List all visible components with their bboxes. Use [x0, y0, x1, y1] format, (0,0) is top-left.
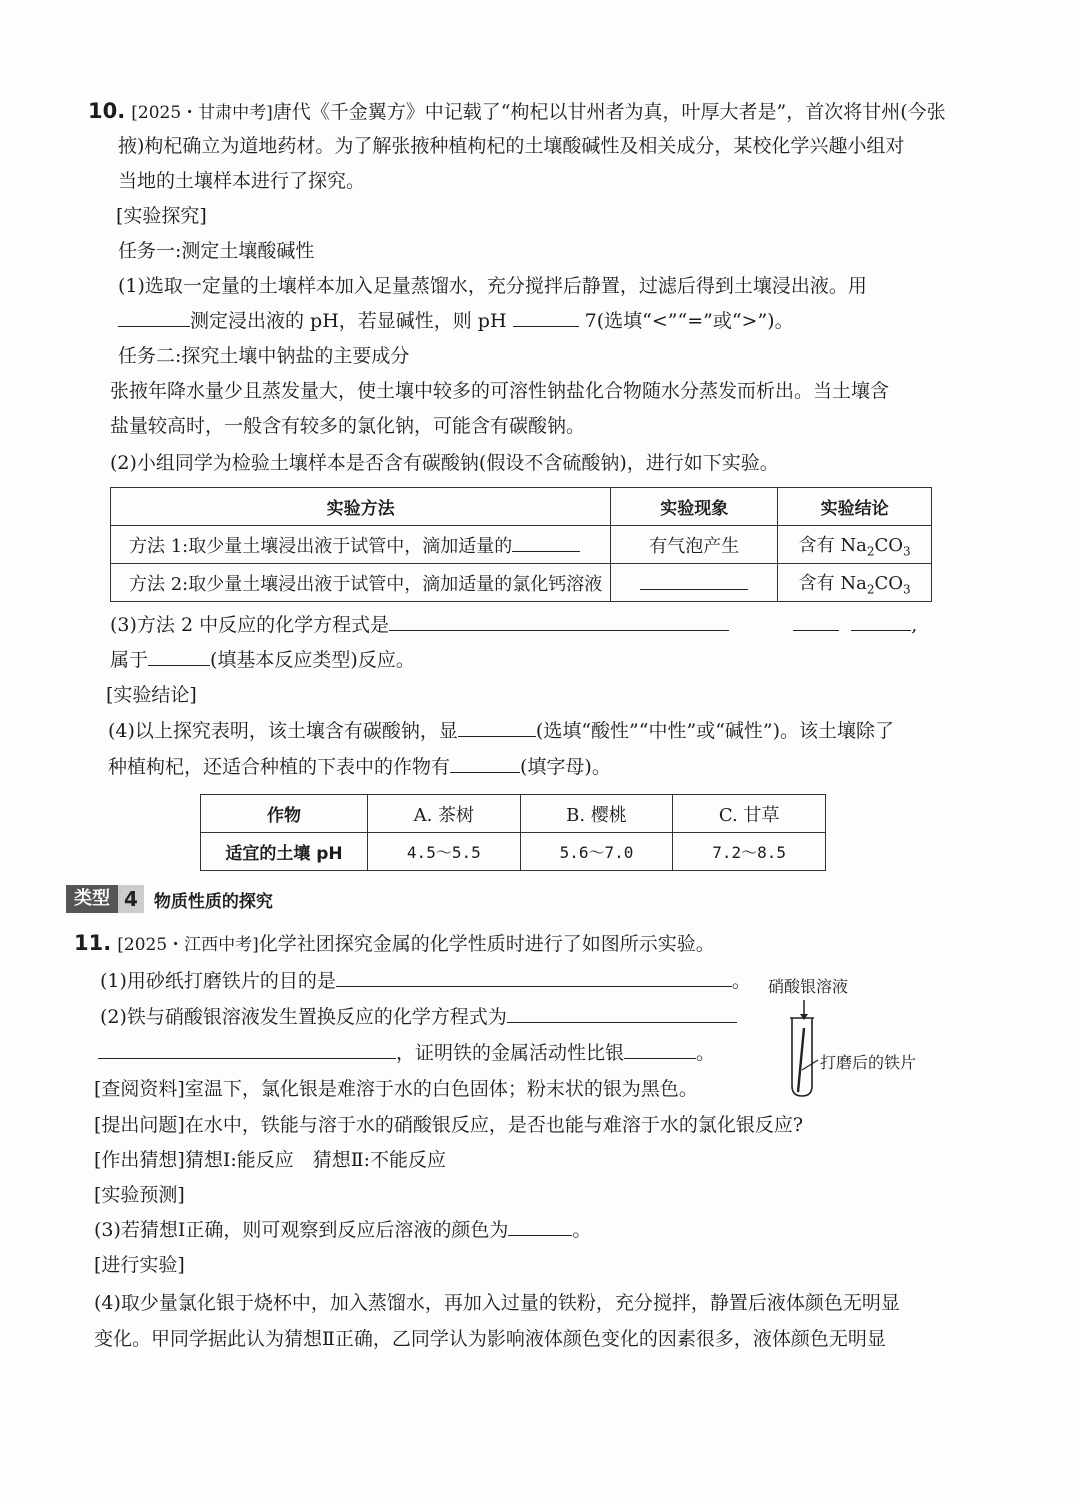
question-11-line-1: 11. [2025・江西中考]化学社团探究金属的化学性质时进行了如图所示实验。: [74, 931, 715, 955]
table-cell: [611, 564, 778, 602]
paragraph: 盐量较高时，一般含有较多的氯化钠，可能含有碳酸钠。: [110, 415, 586, 437]
table-header: 作物: [201, 795, 368, 833]
question-number: 10.: [88, 99, 126, 123]
question-10-line-1: 10. [2025・甘肃中考]唐代《千金翼方》中记载了“枸杞以甘州者为真，叶厚大者是”，首次将甘州(今张: [88, 99, 946, 123]
figure-label: 硝酸银溶液: [768, 977, 849, 996]
question-source: [2025・甘肃中考]: [131, 103, 273, 123]
answer-blank[interactable]: [640, 571, 748, 590]
test-tube-figure: [760, 966, 950, 1106]
table-cell: 4.5～5.5: [368, 833, 521, 871]
part-4-text-2: 种植枸杞，还适合种植的下表中的作物有 (填字母)。: [108, 756, 611, 778]
part-4-text-2: 变化。甲同学据此认为猜想Ⅱ正确，乙同学认为影响液体颜色变化的因素很多，液体颜色无明显: [94, 1328, 886, 1350]
type-heading: [66, 885, 273, 913]
hypothesis-text: [作出猜想]猜想Ⅰ:能反应 猜想Ⅱ:不能反应: [94, 1149, 447, 1171]
experiment-table: [110, 487, 932, 602]
question-10-line-3: 当地的土壤样本进行了探究。: [118, 170, 366, 192]
part-1-text-2: 测定浸出液的 pH，若显碱性，则 pH 7(选填“<”“=”或“>”)。: [118, 308, 794, 334]
answer-blank[interactable]: [851, 612, 911, 631]
reference-text: [查阅资料]室温下，氯化银是难溶于水的白色固体；粉末状的银为黑色。: [94, 1078, 698, 1100]
part-3-text-2: 属于 (填基本反应类型)反应。: [110, 649, 415, 671]
part-2-text-2: ，证明铁的金属活动性比银 。: [98, 1040, 715, 1066]
crop-ph-table: [200, 794, 826, 871]
answer-blank[interactable]: [507, 1004, 737, 1023]
answer-blank[interactable]: [458, 718, 536, 737]
part-3-text: (3)若猜想Ⅰ正确，则可观察到反应后溶液的颜色为 。: [94, 1219, 592, 1241]
question-10-line-2: 掖)枸杞确立为道地药材。为了解张掖种植枸杞的土壤酸碱性及相关成分，某校化学兴趣小组对: [118, 135, 905, 157]
question-text: [提出问题]在水中，铁能与溶于水的硝酸银反应，是否也能与难溶于水的氯化银反应?: [94, 1114, 804, 1136]
table-header: 实验方法: [111, 488, 611, 526]
part-2-text: (2)铁与硝酸银溶液发生置换反应的化学方程式为: [100, 1004, 737, 1030]
answer-blank[interactable]: [389, 612, 729, 631]
answer-blank[interactable]: [793, 612, 839, 631]
type-number: 4: [118, 885, 144, 913]
task-heading: 任务一:测定土壤酸碱性: [118, 240, 315, 262]
paragraph: 张掖年降水量少且蒸发量大，使土壤中较多的可溶性钠盐化合物随水分蒸发而析出。当土壤含: [110, 380, 890, 402]
answer-blank[interactable]: [508, 1217, 572, 1236]
answer-blank[interactable]: [513, 308, 579, 327]
answer-blank[interactable]: [624, 1040, 696, 1059]
part-1-text: (1)用砂纸打磨铁片的目的是 。: [100, 970, 751, 992]
table-cell: 方法 2:取少量土壤浸出液于试管中，滴加适量的氯化钙溶液: [111, 564, 611, 602]
part-4-text: (4)取少量氯化银于烧杯中，加入蒸馏水，再加入过量的铁粉，充分搅拌，静置后液体颜色无明显: [94, 1292, 900, 1314]
type-label: 类型: [66, 885, 118, 913]
answer-blank[interactable]: [336, 968, 732, 987]
table-cell: 7.2～8.5: [673, 833, 826, 871]
figure-label: 打磨后的铁片: [820, 1053, 917, 1072]
test-tube-icon: [760, 966, 950, 1106]
table-cell: B. 樱桃: [520, 795, 673, 833]
task-heading: 任务二:探究土壤中钠盐的主要成分: [118, 345, 410, 367]
table-cell: A. 茶树: [368, 795, 521, 833]
part-1-text: (1)选取一定量的土壤样本加入足量蒸馏水，充分搅拌后静置，过滤后得到土壤浸出液。用: [118, 275, 867, 297]
answer-blank[interactable]: [512, 533, 580, 552]
table-cell: 5.6～7.0: [520, 833, 673, 871]
part-4-text: (4)以上探究表明，该土壤含有碳酸钠，显 (选填“酸性”“中性”或“碱性”)。该土壤除了: [108, 720, 895, 742]
answer-blank[interactable]: [148, 647, 210, 666]
answer-blank[interactable]: [118, 308, 190, 327]
part-3-text: (3)方法 2 中反应的化学方程式是 ,: [110, 614, 918, 636]
table-cell: C. 甘草: [673, 795, 826, 833]
part-2-text: (2)小组同学为检验土壤样本是否含有碳酸钠(假设不含硫酸钠)，进行如下实验。: [110, 452, 779, 474]
section-heading: [实验探究]: [116, 205, 207, 227]
table-header: 适宜的土壤 pH: [201, 833, 368, 871]
section-heading: [进行实验]: [94, 1254, 185, 1276]
table-cell: 方法 1:取少量土壤浸出液于试管中，滴加适量的: [111, 526, 611, 564]
table-cell: 有气泡产生: [611, 526, 778, 564]
type-title: 物质性质的探究: [153, 891, 273, 912]
table-cell: 含有 $Na_2CO_3$: [778, 564, 932, 602]
table-header: 实验现象: [611, 488, 778, 526]
question-source: [2025・江西中考]: [117, 935, 259, 955]
answer-blank[interactable]: [98, 1040, 396, 1059]
table-cell: 含有 $Na_2CO_3$: [778, 526, 932, 564]
table-header: 实验结论: [778, 488, 932, 526]
section-heading: [实验结论]: [106, 684, 197, 706]
question-number: 11.: [74, 931, 112, 955]
section-heading: [实验预测]: [94, 1184, 185, 1206]
answer-blank[interactable]: [450, 754, 520, 773]
